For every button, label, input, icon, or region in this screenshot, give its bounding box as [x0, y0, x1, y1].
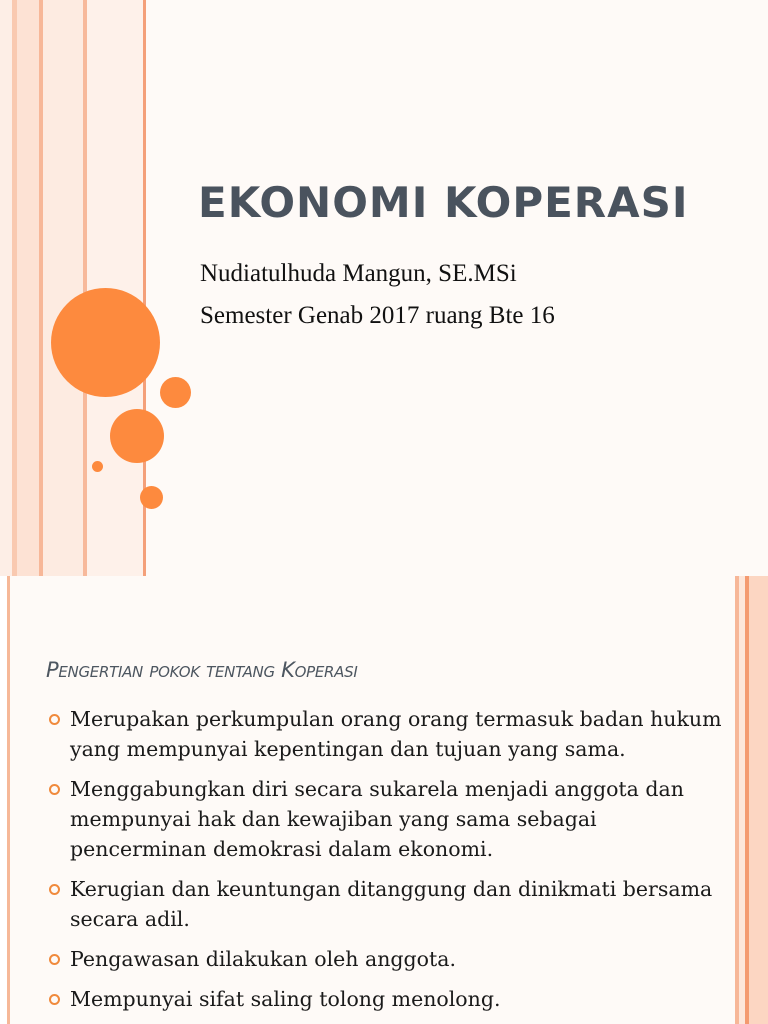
decor-stripe: [17, 0, 39, 576]
bullet-item: [46, 874, 736, 934]
bullet-list: [46, 704, 736, 1024]
bullet-text: Menggabungkan diri secara sukarela menjadi anggota dan mempunyai hak dan kewajiban yang sama sebagai pencerminan demokrasi dalam ekonomi.: [70, 777, 684, 861]
bullet-text: Kerugian dan keuntungan ditanggung dan dinikmati bersama secara adil.: [70, 877, 713, 931]
decor-stripe: [749, 576, 768, 1024]
slide-title: EKONOMI KOPERASI: [198, 178, 689, 227]
slide-heading: Pengertian pokok tentang Koperasi: [46, 658, 358, 682]
decor-circle-tiny: [92, 461, 103, 472]
decor-circle-small: [160, 377, 191, 408]
bullet-text: Merupakan perkumpulan orang orang termasuk badan hukum yang mempunyai kepentingan dan tujuan yang sama.: [70, 707, 722, 761]
decor-circle-medium: [110, 409, 164, 463]
bullet-item: [46, 944, 736, 974]
bullet-text: Pengawasan dilakukan oleh anggota.: [70, 947, 456, 971]
decor-stripe: [7, 576, 10, 1024]
session-info: Semester Genab 2017 ruang Bte 16: [200, 302, 555, 329]
bullet-item: [46, 704, 736, 764]
bullet-circle-icon: [49, 884, 60, 895]
bullet-item: [46, 774, 736, 864]
bullet-circle-icon: [49, 784, 60, 795]
decor-stripe: [0, 576, 7, 1024]
decor-stripe: [43, 0, 83, 576]
bullet-circle-icon: [49, 954, 60, 965]
decor-stripe: [0, 0, 12, 576]
bullet-circle-icon: [49, 994, 60, 1005]
bullet-circle-icon: [49, 714, 60, 725]
content-slide: [0, 576, 768, 1024]
bullet-text: Mempunyai sifat saling tolong menolong.: [70, 987, 501, 1011]
decor-circle-small: [140, 486, 163, 509]
author-name: Nudiatulhuda Mangun, SE.MSi: [200, 260, 517, 287]
bullet-item: [46, 984, 736, 1014]
decor-circle-large: [51, 288, 160, 397]
